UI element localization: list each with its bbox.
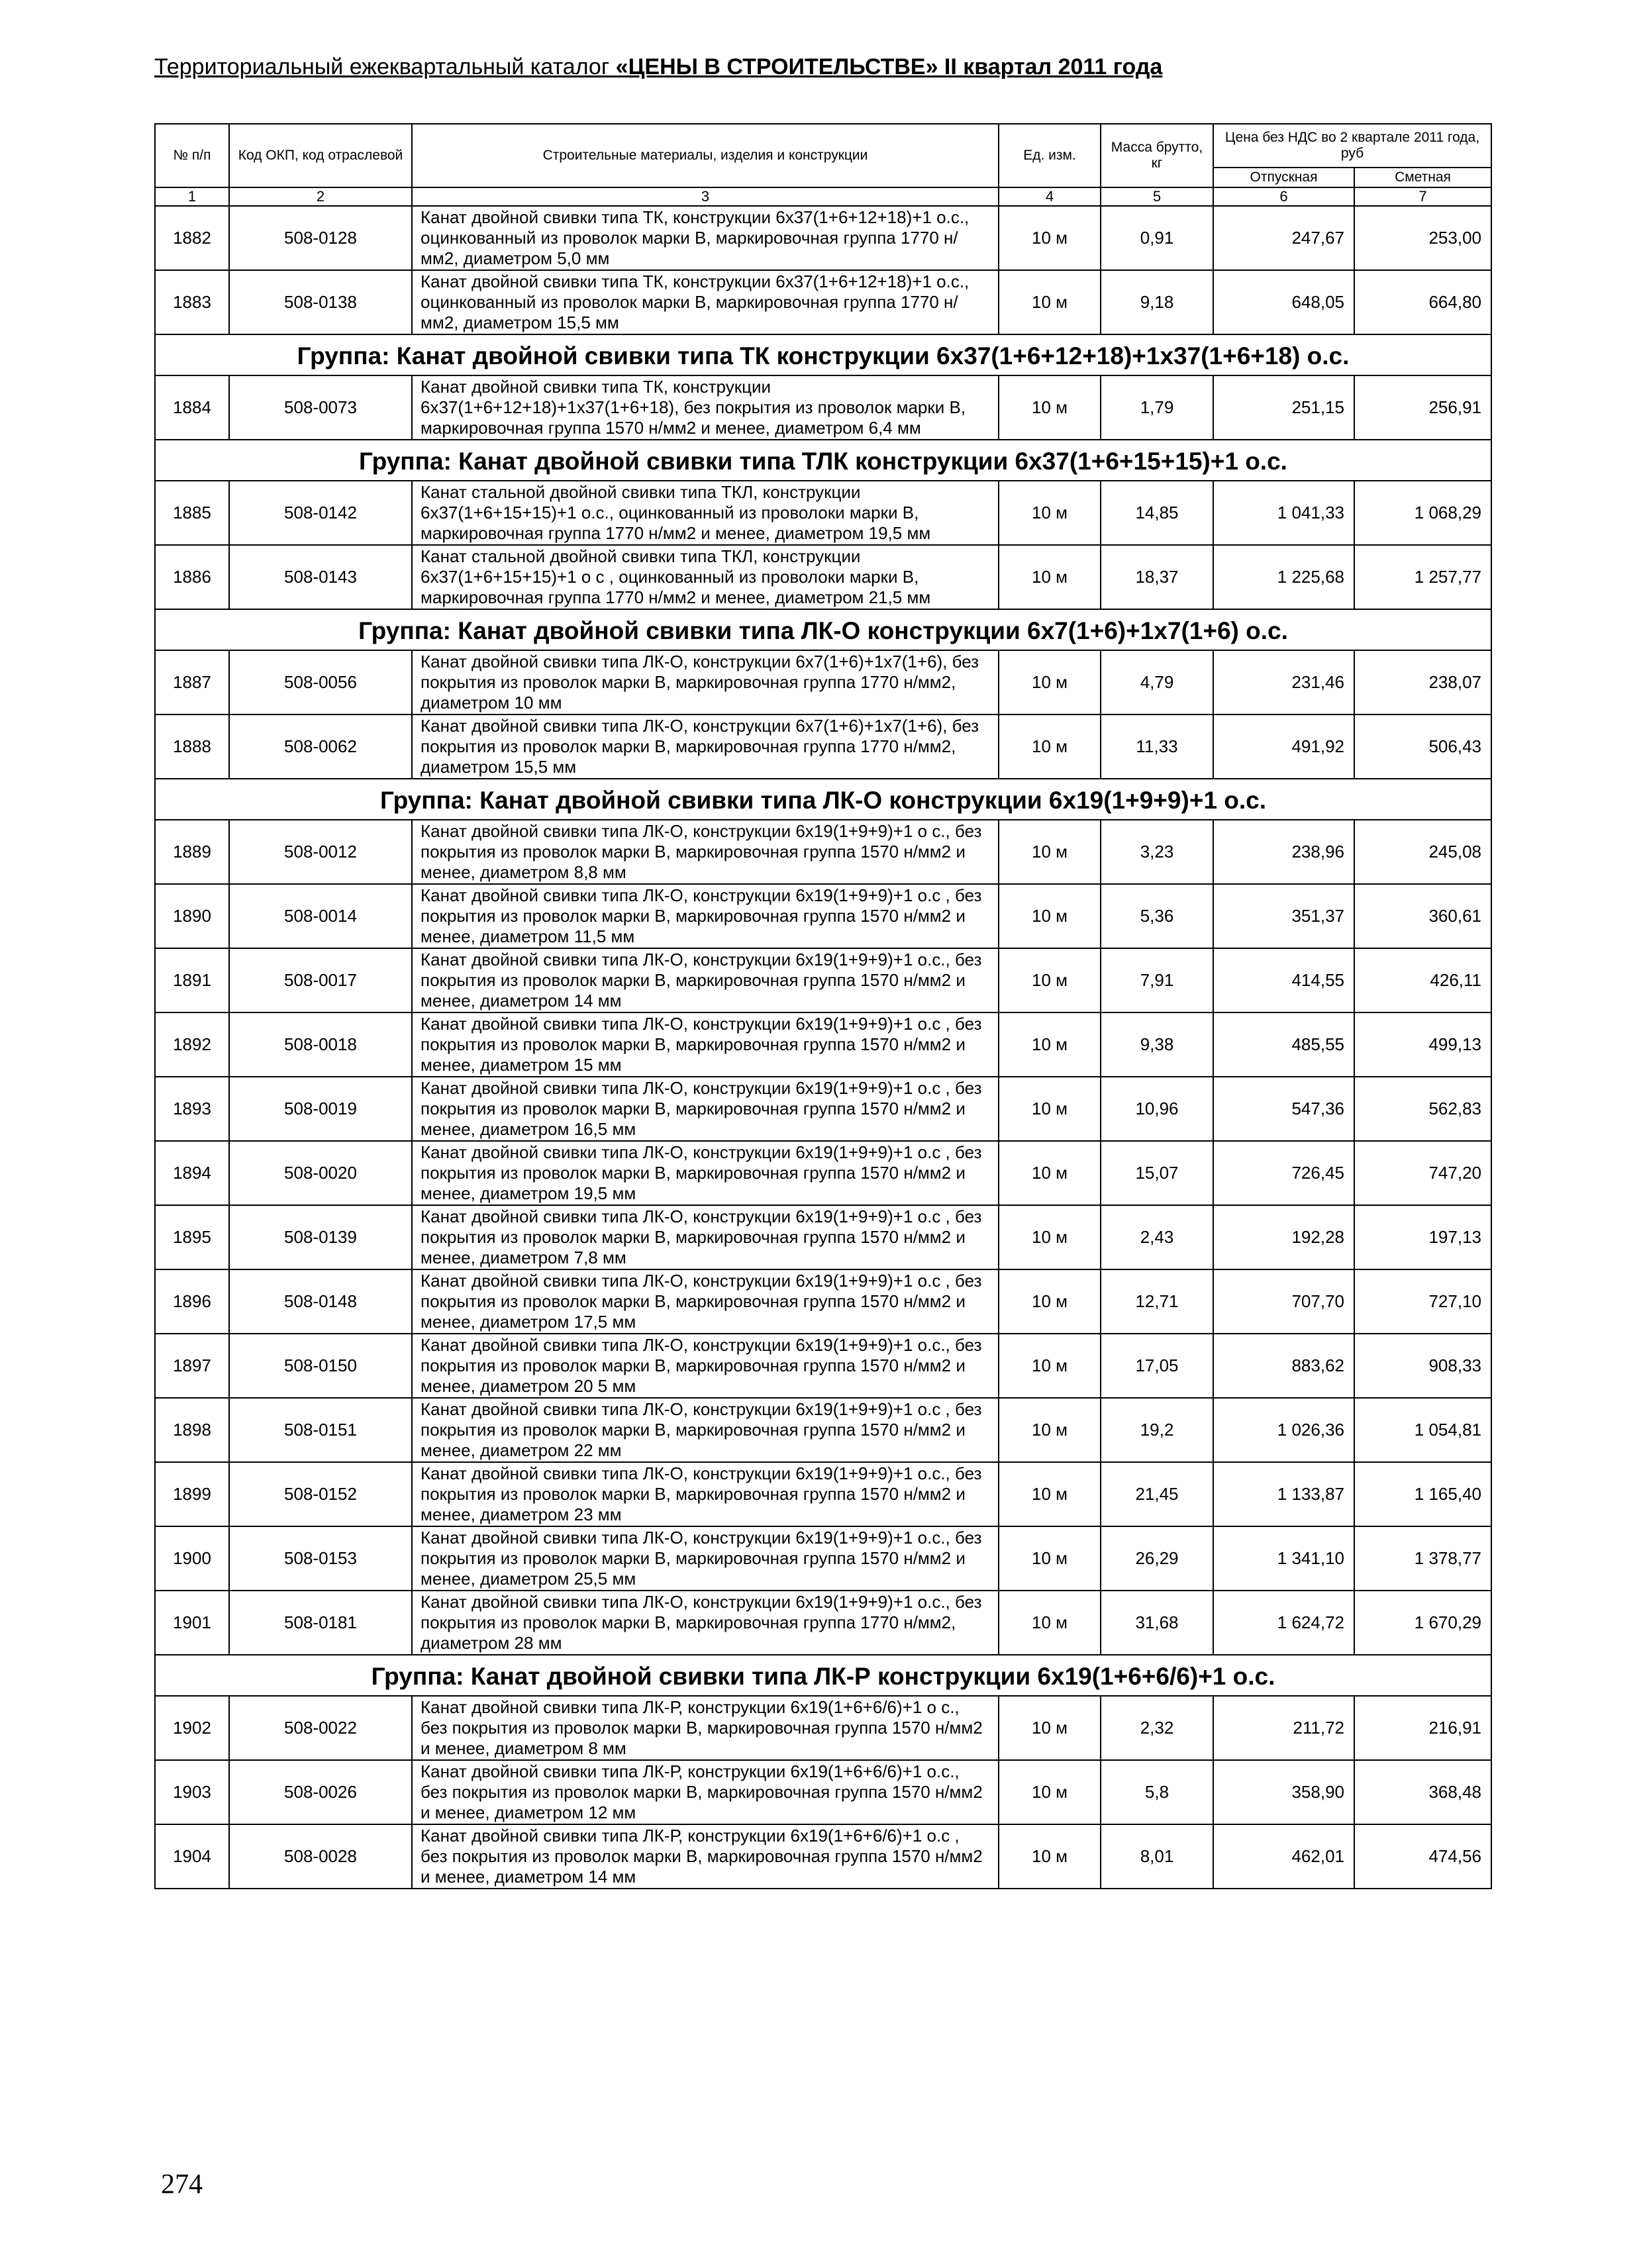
row-code: 508-0142: [229, 481, 412, 545]
header-name: Строительные материалы, изделия и конструкции: [412, 124, 999, 187]
row-unit: 10 м: [999, 650, 1101, 715]
row-mass: 5,36: [1101, 884, 1213, 948]
table-row: [155, 1269, 1491, 1334]
header-unit: Ед. изм.: [999, 124, 1101, 187]
row-mass: 19,2: [1101, 1398, 1213, 1462]
row-estimate-price: 664,80: [1354, 270, 1491, 334]
row-estimate-price: 474,56: [1354, 1824, 1491, 1889]
row-mass: 2,43: [1101, 1205, 1213, 1269]
row-number: 1883: [155, 270, 229, 334]
row-unit: 10 м: [999, 884, 1101, 948]
row-number: 1888: [155, 715, 229, 779]
table-row: [155, 650, 1491, 715]
row-description: Канат двойной свивки типа ЛК-О, конструкции 6х7(1+6)+1х7(1+6), без покрытия из проволок марки В, маркировочная группа 1770 н/мм2, диаметром 10 мм: [412, 650, 999, 715]
row-mass: 31,68: [1101, 1591, 1213, 1655]
row-description: Канат двойной свивки типа ЛК-О, конструкции 6х19(1+9+9)+1 о.с., без покрытия из проволок марки В, маркировочная группа 1570 н/мм2 и менее, диаметром 14 мм: [412, 948, 999, 1012]
row-number: 1900: [155, 1526, 229, 1591]
row-unit: 10 м: [999, 1334, 1101, 1398]
row-unit: 10 м: [999, 1591, 1101, 1655]
row-description: Канат стальной двойной свивки типа ТКЛ, конструкции 6х37(1+6+15+15)+1 о.с., оцинкованный из проволоки марки В, маркировочная группа 1770 н/мм2 и менее, диаметром 19,5 мм: [412, 481, 999, 545]
row-unit: 10 м: [999, 820, 1101, 884]
row-unit: 10 м: [999, 1141, 1101, 1205]
row-description: Канат двойной свивки типа ЛК-О, конструкции 6х19(1+9+9)+1 о.с., без покрытия из проволок марки В, маркировочная группа 1770 н/мм2, диаметром 28 мм: [412, 1591, 999, 1655]
row-description: Канат двойной свивки типа ТК, конструкции 6х37(1+6+12+18)+1 о.с., оцинкованный из проволок марки В, маркировочная группа 1770 н/мм2, диаметром 5,0 мм: [412, 206, 999, 270]
row-estimate-price: 216,91: [1354, 1696, 1491, 1760]
row-release-price: 485,55: [1213, 1012, 1354, 1077]
row-number: 1896: [155, 1269, 229, 1334]
row-mass: 4,79: [1101, 650, 1213, 715]
header-release-price: Отпускная: [1213, 168, 1354, 187]
row-release-price: 1 341,10: [1213, 1526, 1354, 1591]
row-estimate-price: 426,11: [1354, 948, 1491, 1012]
group-title: Группа: Канат двойной свивки типа ЛК-Р конструкции 6х19(1+6+6/6)+1 о.с.: [155, 1655, 1491, 1696]
row-estimate-price: 1 068,29: [1354, 481, 1491, 545]
page-header: [154, 54, 1162, 80]
row-number: 1882: [155, 206, 229, 270]
row-unit: 10 м: [999, 1269, 1101, 1334]
row-description: Канат двойной свивки типа ЛК-Р, конструкции 6х19(1+6+6/6)+1 о с., без покрытия из проволок марки В, маркировочная группа 1570 н/мм2 и менее, диаметром 8 мм: [412, 1696, 999, 1760]
row-estimate-price: 360,61: [1354, 884, 1491, 948]
table-row: [155, 884, 1491, 948]
row-number: 1891: [155, 948, 229, 1012]
row-unit: 10 м: [999, 1398, 1101, 1462]
row-number: 1902: [155, 1696, 229, 1760]
row-description: Канат двойной свивки типа ЛК-О, конструкции 6х19(1+9+9)+1 о.с., без покрытия из проволок марки В, маркировочная группа 1570 н/мм2 и менее, диаметром 20 5 мм: [412, 1334, 999, 1398]
row-code: 508-0153: [229, 1526, 412, 1591]
row-mass: 26,29: [1101, 1526, 1213, 1591]
column-number: 6: [1213, 187, 1354, 206]
row-code: 508-0026: [229, 1760, 412, 1824]
header-period: II квартал 2011 года: [938, 54, 1163, 79]
row-unit: 10 м: [999, 948, 1101, 1012]
row-estimate-price: 368,48: [1354, 1760, 1491, 1824]
row-number: 1897: [155, 1334, 229, 1398]
row-estimate-price: 908,33: [1354, 1334, 1491, 1398]
column-number: 5: [1101, 187, 1213, 206]
table-row: [155, 545, 1491, 609]
row-number: 1903: [155, 1760, 229, 1824]
row-estimate-price: 1 165,40: [1354, 1462, 1491, 1526]
row-release-price: 351,37: [1213, 884, 1354, 948]
table-row: [155, 1398, 1491, 1462]
row-mass: 21,45: [1101, 1462, 1213, 1526]
row-code: 508-0139: [229, 1205, 412, 1269]
group-header-row: [155, 609, 1491, 650]
row-release-price: 414,55: [1213, 948, 1354, 1012]
table-row: [155, 1760, 1491, 1824]
row-estimate-price: 1 257,77: [1354, 545, 1491, 609]
row-estimate-price: 506,43: [1354, 715, 1491, 779]
row-estimate-price: 727,10: [1354, 1269, 1491, 1334]
row-estimate-price: 197,13: [1354, 1205, 1491, 1269]
row-code: 508-0062: [229, 715, 412, 779]
row-description: Канат двойной свивки типа ЛК-О, конструкции 6х19(1+9+9)+1 о.с , без покрытия из проволок марки В, маркировочная группа 1570 н/мм2 и менее, диаметром 15 мм: [412, 1012, 999, 1077]
row-number: 1890: [155, 884, 229, 948]
column-number: 7: [1354, 187, 1491, 206]
row-unit: 10 м: [999, 1012, 1101, 1077]
row-description: Канат двойной свивки типа ЛК-О, конструкции 6х19(1+9+9)+1 о.с , без покрытия из проволок марки В, маркировочная группа 1570 н/мм2 и менее, диаметром 16,5 мм: [412, 1077, 999, 1141]
row-number: 1894: [155, 1141, 229, 1205]
row-release-price: 1 133,87: [1213, 1462, 1354, 1526]
row-estimate-price: 1 670,29: [1354, 1591, 1491, 1655]
table-row: [155, 270, 1491, 334]
row-code: 508-0152: [229, 1462, 412, 1526]
row-code: 508-0151: [229, 1398, 412, 1462]
row-mass: 8,01: [1101, 1824, 1213, 1889]
table-row: [155, 948, 1491, 1012]
row-unit: 10 м: [999, 545, 1101, 609]
row-estimate-price: 1 378,77: [1354, 1526, 1491, 1591]
row-estimate-price: 1 054,81: [1354, 1398, 1491, 1462]
row-number: 1887: [155, 650, 229, 715]
column-number: 4: [999, 187, 1101, 206]
row-code: 508-0014: [229, 884, 412, 948]
row-number: 1892: [155, 1012, 229, 1077]
row-release-price: 358,90: [1213, 1760, 1354, 1824]
row-unit: 10 м: [999, 715, 1101, 779]
row-release-price: 707,70: [1213, 1269, 1354, 1334]
header-price: Цена без НДС во 2 квартале 2011 года, руб: [1213, 124, 1491, 168]
row-code: 508-0019: [229, 1077, 412, 1141]
row-release-price: 491,92: [1213, 715, 1354, 779]
row-unit: 10 м: [999, 1077, 1101, 1141]
row-mass: 11,33: [1101, 715, 1213, 779]
row-unit: 10 м: [999, 481, 1101, 545]
row-mass: 3,23: [1101, 820, 1213, 884]
table-row: [155, 1205, 1491, 1269]
row-estimate-price: 747,20: [1354, 1141, 1491, 1205]
row-code: 508-0148: [229, 1269, 412, 1334]
row-mass: 5,8: [1101, 1760, 1213, 1824]
row-number: 1885: [155, 481, 229, 545]
row-number: 1899: [155, 1462, 229, 1526]
row-code: 508-0012: [229, 820, 412, 884]
group-header-row: [155, 1655, 1491, 1696]
header-num: № п/п: [155, 124, 229, 187]
header-mass: Масса брутто, кг: [1101, 124, 1213, 187]
table-row: [155, 1591, 1491, 1655]
table-row: [155, 1334, 1491, 1398]
row-unit: 10 м: [999, 1696, 1101, 1760]
row-code: 508-0150: [229, 1334, 412, 1398]
header-catalog-name: «ЦЕНЫ В СТРОИТЕЛЬСТВЕ»: [615, 54, 938, 79]
row-release-price: 648,05: [1213, 270, 1354, 334]
row-code: 508-0073: [229, 375, 412, 440]
row-release-price: 462,01: [1213, 1824, 1354, 1889]
row-estimate-price: 253,00: [1354, 206, 1491, 270]
row-release-price: 192,28: [1213, 1205, 1354, 1269]
row-description: Канат двойной свивки типа ЛК-О, конструкции 6х19(1+9+9)+1 о.с , без покрытия из проволок марки В, маркировочная группа 1570 н/мм2 и менее, диаметром 11,5 мм: [412, 884, 999, 948]
group-title: Группа: Канат двойной свивки типа ЛК-О конструкции 6х7(1+6)+1х7(1+6) о.с.: [155, 609, 1491, 650]
row-release-price: 883,62: [1213, 1334, 1354, 1398]
row-mass: 1,79: [1101, 375, 1213, 440]
row-description: Канат двойной свивки типа ТК, конструкции 6х37(1+6+12+18)+1 о.с., оцинкованный из проволок марки В, маркировочная группа 1770 н/мм2, диаметром 15,5 мм: [412, 270, 999, 334]
row-description: Канат двойной свивки типа ЛК-О, конструкции 6х19(1+9+9)+1 о.с., без покрытия из проволок марки В, маркировочная группа 1570 н/мм2 и менее, диаметром 23 мм: [412, 1462, 999, 1526]
row-release-price: 231,46: [1213, 650, 1354, 715]
row-number: 1904: [155, 1824, 229, 1889]
row-code: 508-0028: [229, 1824, 412, 1889]
group-title: Группа: Канат двойной свивки типа ТК конструкции 6х37(1+6+12+18)+1х37(1+6+18) о.с.: [155, 334, 1491, 375]
row-estimate-price: 256,91: [1354, 375, 1491, 440]
page-number: 274: [161, 2169, 203, 2200]
table-row: [155, 1077, 1491, 1141]
row-mass: 9,18: [1101, 270, 1213, 334]
group-header-row: [155, 334, 1491, 375]
row-mass: 14,85: [1101, 481, 1213, 545]
row-description: Канат двойной свивки типа ЛК-Р, конструкции 6х19(1+6+6/6)+1 о.с., без покрытия из проволок марки В, маркировочная группа 1570 н/мм2 и менее, диаметром 12 мм: [412, 1760, 999, 1824]
price-table: [154, 123, 1492, 1889]
row-unit: 10 м: [999, 270, 1101, 334]
row-estimate-price: 238,07: [1354, 650, 1491, 715]
row-unit: 10 м: [999, 1824, 1101, 1889]
row-code: 508-0018: [229, 1012, 412, 1077]
row-description: Канат двойной свивки типа ЛК-О, конструкции 6х19(1+9+9)+1 о.с., без покрытия из проволок марки В, маркировочная группа 1570 н/мм2 и менее, диаметром 25,5 мм: [412, 1526, 999, 1591]
row-number: 1898: [155, 1398, 229, 1462]
table-row: [155, 1012, 1491, 1077]
row-description: Канат двойной свивки типа ЛК-О, конструкции 6х19(1+9+9)+1 о с., без покрытия из проволок марки В, маркировочная группа 1570 н/мм2 и менее, диаметром 8,8 мм: [412, 820, 999, 884]
row-number: 1889: [155, 820, 229, 884]
row-description: Канат двойной свивки типа ЛК-О, конструкции 6х19(1+9+9)+1 о.с , без покрытия из проволок марки В, маркировочная группа 1570 н/мм2 и менее, диаметром 22 мм: [412, 1398, 999, 1462]
row-number: 1901: [155, 1591, 229, 1655]
row-code: 508-0022: [229, 1696, 412, 1760]
row-code: 508-0181: [229, 1591, 412, 1655]
row-unit: 10 м: [999, 1760, 1101, 1824]
row-unit: 10 м: [999, 1462, 1101, 1526]
table-row: [155, 1526, 1491, 1591]
row-release-price: 1 225,68: [1213, 545, 1354, 609]
group-title: Группа: Канат двойной свивки типа ЛК-О конструкции 6х19(1+9+9)+1 о.с.: [155, 779, 1491, 820]
group-header-row: [155, 779, 1491, 820]
row-unit: 10 м: [999, 375, 1101, 440]
row-mass: 2,32: [1101, 1696, 1213, 1760]
table-row: [155, 1141, 1491, 1205]
row-code: 508-0138: [229, 270, 412, 334]
row-release-price: 238,96: [1213, 820, 1354, 884]
row-description: Канат двойной свивки типа ЛК-О, конструкции 6х19(1+9+9)+1 о.с , без покрытия из проволок марки В, маркировочная группа 1570 н/мм2 и менее, диаметром 7,8 мм: [412, 1205, 999, 1269]
row-mass: 18,37: [1101, 545, 1213, 609]
column-number-row: [155, 187, 1491, 206]
row-description: Канат двойной свивки типа ЛК-О, конструкции 6х19(1+9+9)+1 о.с , без покрытия из проволок марки В, маркировочная группа 1570 н/мм2 и менее, диаметром 17,5 мм: [412, 1269, 999, 1334]
header-prefix: Территориальный ежеквартальный каталог: [154, 54, 616, 79]
table-row: [155, 1824, 1491, 1889]
row-release-price: 1 041,33: [1213, 481, 1354, 545]
column-number: 1: [155, 187, 229, 206]
table-body: [155, 206, 1491, 1889]
row-code: 508-0020: [229, 1141, 412, 1205]
table-row: [155, 820, 1491, 884]
group-title: Группа: Канат двойной свивки типа ТЛК конструкции 6х37(1+6+15+15)+1 о.с.: [155, 440, 1491, 481]
table-row: [155, 1462, 1491, 1526]
row-description: Канат двойной свивки типа ЛК-Р, конструкции 6х19(1+6+6/6)+1 о.с , без покрытия из проволок марки В, маркировочная группа 1570 н/мм2 и менее, диаметром 14 мм: [412, 1824, 999, 1889]
table-row: [155, 1696, 1491, 1760]
row-number: 1886: [155, 545, 229, 609]
row-release-price: 547,36: [1213, 1077, 1354, 1141]
row-description: Канат двойной свивки типа ЛК-О, конструкции 6х19(1+9+9)+1 о.с , без покрытия из проволок марки В, маркировочная группа 1570 н/мм2 и менее, диаметром 19,5 мм: [412, 1141, 999, 1205]
table-row: [155, 715, 1491, 779]
row-unit: 10 м: [999, 206, 1101, 270]
table-row: [155, 206, 1491, 270]
row-mass: 17,05: [1101, 1334, 1213, 1398]
row-release-price: 1 624,72: [1213, 1591, 1354, 1655]
row-number: 1884: [155, 375, 229, 440]
row-code: 508-0017: [229, 948, 412, 1012]
row-description: Канат стальной двойной свивки типа ТКЛ, конструкции 6х37(1+6+15+15)+1 о с , оцинкованный из проволоки марки В, маркировочная группа 1770 н/мм2 и менее, диаметром 21,5 мм: [412, 545, 999, 609]
row-estimate-price: 562,83: [1354, 1077, 1491, 1141]
row-mass: 12,71: [1101, 1269, 1213, 1334]
row-number: 1893: [155, 1077, 229, 1141]
row-mass: 9,38: [1101, 1012, 1213, 1077]
group-header-row: [155, 440, 1491, 481]
row-description: Канат двойной свивки типа ЛК-О, конструкции 6х7(1+6)+1х7(1+6), без покрытия из проволок марки В, маркировочная группа 1770 н/мм2, диаметром 15,5 мм: [412, 715, 999, 779]
row-unit: 10 м: [999, 1526, 1101, 1591]
row-unit: 10 м: [999, 1205, 1101, 1269]
row-release-price: 211,72: [1213, 1696, 1354, 1760]
row-release-price: 247,67: [1213, 206, 1354, 270]
header-estimate-price: Сметная: [1354, 168, 1491, 187]
row-number: 1895: [155, 1205, 229, 1269]
table-row: [155, 481, 1491, 545]
row-mass: 15,07: [1101, 1141, 1213, 1205]
row-estimate-price: 245,08: [1354, 820, 1491, 884]
table-row: [155, 375, 1491, 440]
column-number: 3: [412, 187, 999, 206]
row-code: 508-0143: [229, 545, 412, 609]
row-release-price: 1 026,36: [1213, 1398, 1354, 1462]
column-number: 2: [229, 187, 412, 206]
row-estimate-price: 499,13: [1354, 1012, 1491, 1077]
row-code: 508-0056: [229, 650, 412, 715]
row-mass: 0,91: [1101, 206, 1213, 270]
row-description: Канат двойной свивки типа ТК, конструкции 6х37(1+6+12+18)+1х37(1+6+18), без покрытия из проволок марки В, маркировочная группа 1570 н/мм2 и менее, диаметром 6,4 мм: [412, 375, 999, 440]
header-code: Код ОКП, код отраслевой: [229, 124, 412, 187]
row-mass: 7,91: [1101, 948, 1213, 1012]
row-mass: 10,96: [1101, 1077, 1213, 1141]
row-release-price: 726,45: [1213, 1141, 1354, 1205]
row-code: 508-0128: [229, 206, 412, 270]
row-release-price: 251,15: [1213, 375, 1354, 440]
